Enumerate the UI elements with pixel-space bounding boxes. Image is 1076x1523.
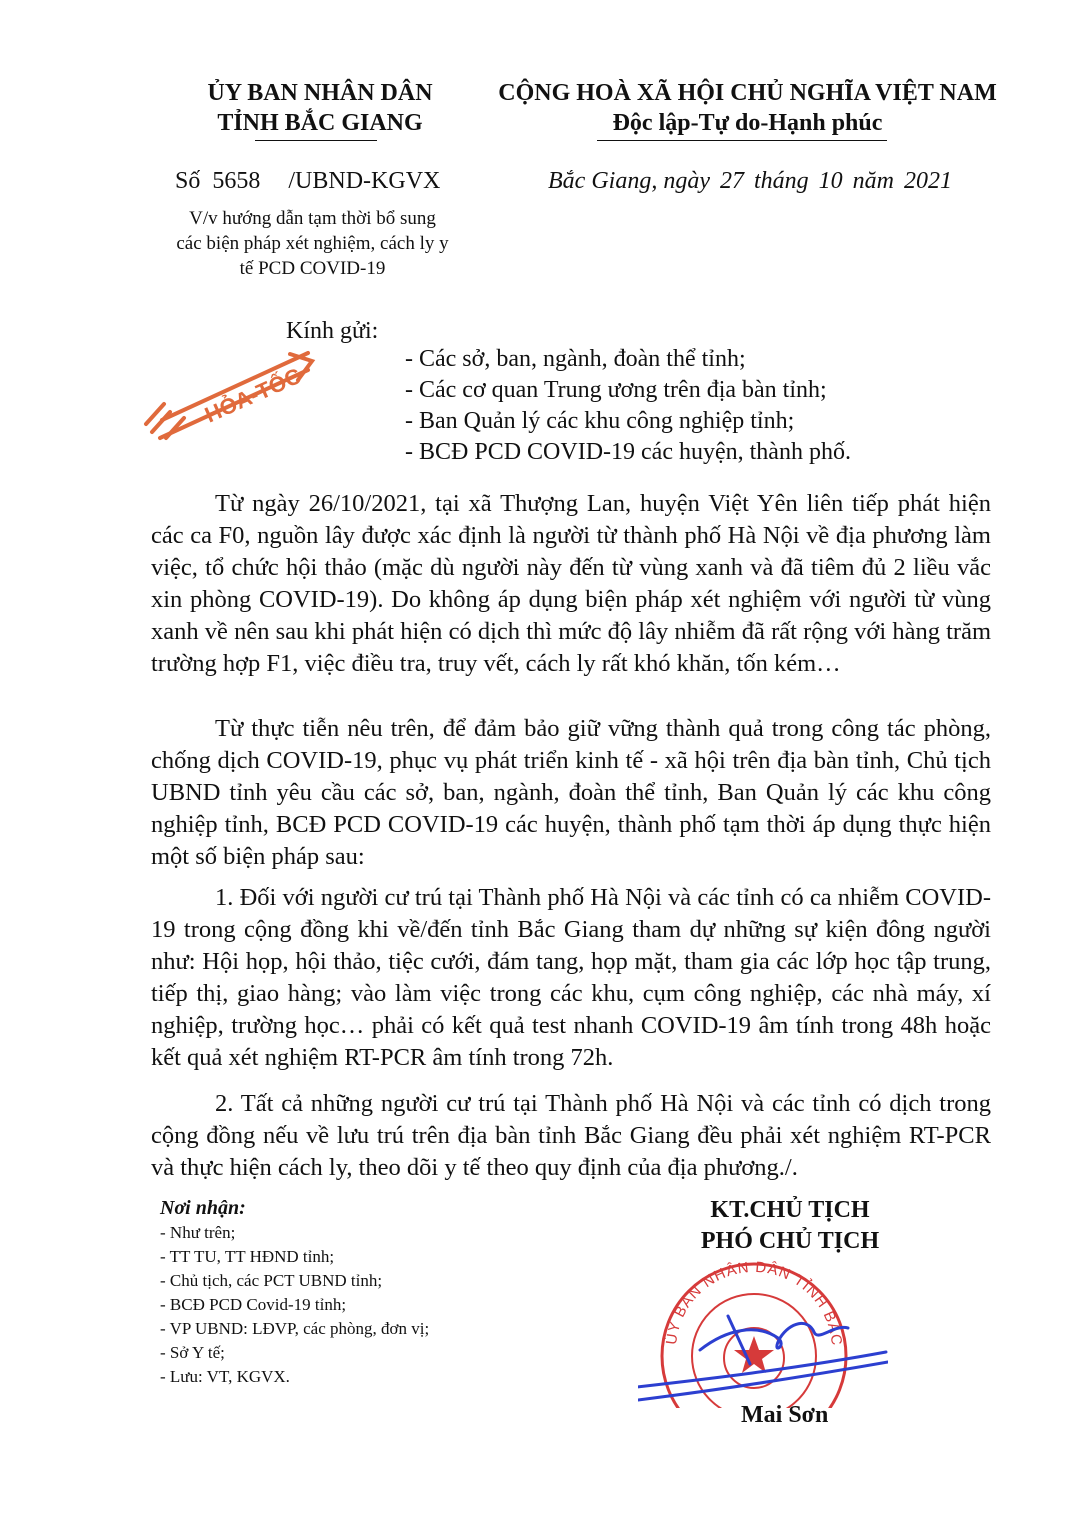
distribution-item: - Lưu: VT, KGVX. [160,1367,290,1386]
distribution-title: Nơi nhận: [160,1197,246,1219]
subject-block [140,206,485,281]
urgent-stamp-text: HỎA-TỐC [200,362,305,428]
place-date-prefix: Bắc Giang, ngày [548,168,710,194]
date-year: 2021 [903,168,952,194]
seal-text: ỦY BAN NHÂN DÂN TỈNH BẮC [663,1258,846,1347]
paragraph-text: Từ thực tiễn nêu trên, để đảm bảo giữ vững thành quả trong công tác phòng, chống dịch COVID-19, phục vụ phát triển kinh tế - xã hội trên địa bàn tỉnh, Chủ tịch UBND tỉnh yêu cầu các sở, ban, ngành, đoàn thể tỉnh, Ban Quản lý các khu công nghiệp tỉnh, BCĐ PCD COVID-19 các huyện, thành phố tạm thời áp dụng thực hiện một số biện pháp sau: [151,715,991,870]
recipient-item: - Ban Quản lý các khu công nghiệp tỉnh; [405,408,795,434]
signer-name: Mai Sơn [741,1402,829,1428]
seal-icon [638,1258,888,1408]
date-year-word: năm [852,168,894,194]
national-title: CỘNG HOÀ XÃ HỘI CHỦ NGHĨA VIỆT NAM [498,80,997,106]
paragraph-text: 2. Tất cả những người cư trú tại Thành phố Hà Nội và các tỉnh có dịch trong cộng đồng nếu về lưu trú trên địa bàn tỉnh Bắc Giang đều phải xét nghiệm RT-PCR và thực hiện cách ly, theo dõi y tế theo quy định của địa phương./. [151,1090,991,1181]
recipient-item: - BCĐ PCD COVID-19 các huyện, thành phố. [405,439,851,465]
distribution-item: - VP UBND: LĐVP, các phòng, đơn vị; [160,1319,430,1338]
agency-underline [255,140,377,141]
distribution-item: - Chủ tịch, các PCT UBND tỉnh; [160,1271,383,1290]
paragraph-text: Từ ngày 26/10/2021, tại xã Thượng Lan, huyện Việt Yên liên tiếp phát hiện các ca F0, nguồn lây được xác định là người từ thành phố Hà Nội về địa phương làm việc, tổ chức hội thảo (mặc dù người này đến từ vùng xanh và đã tiêm đủ 2 liều vắc xin phòng COVID-19). Do không áp dụng biện pháp xét nghiệm với người từ vùng xanh về nên sau khi phát hiện có dịch thì mức độ lây nhiễm đã rất rộng với hàng trăm trường hợp F1, việc điều tra, truy vết, cách ly rất khó khăn, tốn kém… [151,490,991,677]
distribution-item: - Như trên; [160,1223,236,1242]
date-month: 10 [818,168,843,194]
body-paragraph-4 [151,1088,991,1184]
recipient-item: - Các sở, ban, ngành, đoàn thể tỉnh; [405,346,746,372]
distribution-item: - TT TU, TT HĐND tỉnh; [160,1247,335,1266]
date-day: 27 [719,168,744,194]
motto-line: Độc lập-Tự do-Hạnh phúc [612,110,883,136]
distribution-block [160,1195,429,1389]
distribution-item: - BCĐ PCD Covid-19 tỉnh; [160,1295,347,1314]
signature-line-1: KT.CHỦ TỊCH [710,1197,870,1223]
greeting: Kính gửi: [286,318,379,344]
document-number [175,166,440,196]
recipient-item: - Các cơ quan Trung ương trên địa bàn tỉnh; [405,377,827,403]
number-suffix: /UBND-KGVX [288,168,441,194]
national-motto [490,78,1005,138]
official-seal [638,1258,888,1408]
motto-underline [597,140,887,141]
subject-line-1: V/v hướng dẫn tạm thời bổ sung [189,208,436,229]
number-prefix: Số [175,168,201,194]
body-paragraph-1 [151,488,991,680]
agency-line-2: TỈNH BẮC GIANG [217,110,423,136]
agency-name [150,78,490,138]
body-paragraph-2 [151,713,991,873]
date-month-word: tháng [753,168,809,194]
recipient-list [405,344,851,468]
urgent-arrow-icon [140,340,330,450]
signature-title [630,1195,950,1257]
subject-line-2: các biện pháp xét nghiệm, cách ly y [176,233,449,254]
subject-line-3: tế PCD COVID-19 [239,258,386,279]
signature-line-2: PHÓ CHỦ TỊCH [700,1228,880,1254]
distribution-item: - Sở Y tế; [160,1343,225,1362]
urgent-stamp [140,340,330,450]
place-date [548,166,952,196]
paragraph-text: 1. Đối với người cư trú tại Thành phố Hà Nội và các tỉnh có ca nhiễm COVID-19 trong cộng đồng khi về/đến tỉnh Bắc Giang tham dự những sự kiện đông người như: Hội họp, hội thảo, tiệc cưới, đám tang, họp mặt, tham gia các lớp học tập trung, tiếp thị, giao hàng; vào làm việc trong các khu, cụm công nghiệp, các nhà máy, xí nghiệp, trường học… phải có kết quả test nhanh COVID-19 âm tính trong 48h hoặc kết quả xét nghiệm RT-PCR âm tính trong 72h. [151,884,991,1071]
body-paragraph-3 [151,882,991,1074]
number-value: 5658 [212,168,261,194]
agency-line-1: ỦY BAN NHÂN DÂN [207,80,433,106]
